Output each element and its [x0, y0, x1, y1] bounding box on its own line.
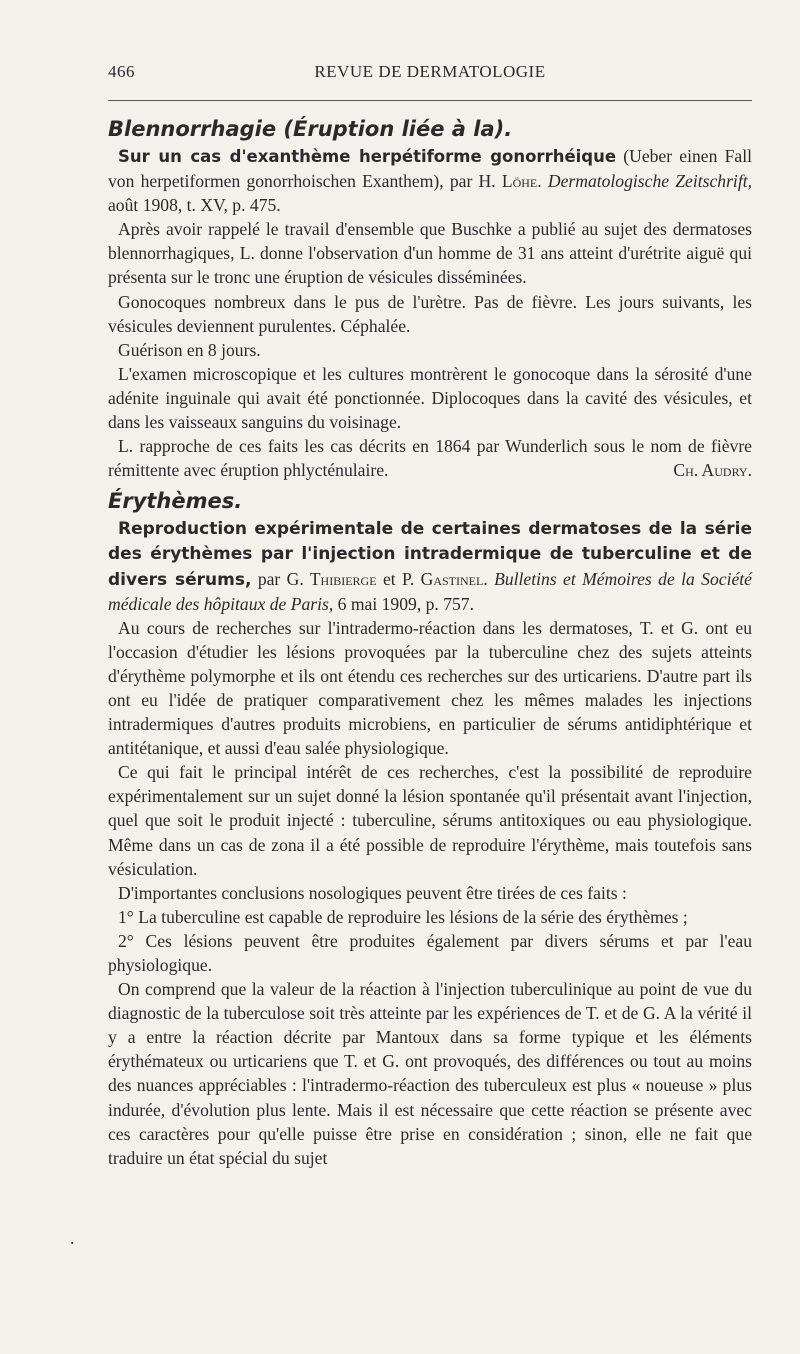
paragraph: 2° Ces lésions peuvent être produites également par divers sérums et par l'eau physiologique.	[108, 930, 752, 975]
paragraph-text: L. rapproche de ces faits les cas décrits en 1864 par Wunderlich sous le nom de fièvre rémittente avec éruption phlycténulaire.	[108, 436, 752, 481]
journal-title: REVUE DE DERMATOLOGIE	[314, 62, 546, 81]
paragraph: D'importantes conclusions nosologiques peuvent être tirées de ces faits :	[118, 882, 627, 903]
paragraph: On comprend que la valeur de la réaction à l'injection tuberculinique au point de vue du diagnostic de la tuberculose soit très atteinte par les expériences de T. et de G. A la vérité il y a entre la réaction décrite par Mantoux dans sa forme typique et les éléments érythémateux ou urticariens que T. et G. ont provoqués, des différences ou tout au moins des nuances appréciables : l'intradermo-réaction des tuberculeux est plus « noueuse » plus indurée, d'évolution plus lente. Mais il est nécessaire que cette réaction se présente avec ces caractères pour qu'elle puisse être prise en considération ; sinon, elle ne fait que traduire un état spécial du sujet	[108, 979, 752, 1168]
signature-audry: Ch. Audry.	[673, 460, 752, 481]
margin-mark: .	[70, 1228, 75, 1248]
author-lohe: H. Löhe.	[478, 171, 542, 192]
paragraph: Au cours de recherches sur l'intradermo-réaction dans les dermatoses, T. et G. ont eu l'occasion d'étudier les lésions provoquées par la tuberculine chez des sujets atteints d'érythème polymorphe et ils ont étendu ces recherches sur des urticariens. D'autre part ils ont eu l'idée de pratiquer comparativement chez les mêmes malades les injections intradermiques d'autres produits microbiens, en particulier de sérums antidiphtérique et antitétanique, et aussi d'eau salée physiologique.	[108, 617, 752, 759]
reference-et: et	[382, 568, 396, 589]
paragraph: 1° La tuberculine est capable de reproduire les lésions de la série des érythèmes ;	[118, 906, 688, 927]
article-title-1: Sur un cas d'exanthème herpétiforme gonorrhéique	[118, 147, 617, 166]
paragraph: Ce qui fait le principal intérêt de ces recherches, c'est la possibilité de reproduire expérimentalement sur un sujet donné la lésion spontanée qu'il présentait avant l'injection, quel que soit le produit injecté : tuberculine, sérums antitoxiques ou eau physiologique. Même dans un cas de zona il a été possible de reproduire l'érythème, mais toutefois sans vésiculation.	[108, 762, 752, 879]
reference-date-1: août 1908, t. XV, p. 475.	[108, 195, 281, 216]
article-reference-1	[108, 144, 752, 217]
running-head	[108, 62, 752, 86]
paragraph: Après avoir rappelé le travail d'ensemble que Buschke a publié au sujet des dermatoses blennorrhagiques, L. donne l'observation d'un homme de 31 ans atteint d'urétrite aiguë qui présenta sur le tronc une éruption de vésicules disséminées.	[108, 219, 752, 288]
page-content	[108, 114, 752, 1170]
reference-original-title: (Ueber einen Fall von herpetiformen gonorrhoischen Exanthem), par	[108, 146, 752, 192]
article-title-2: Reproduction expérimentale de certaines dermatoses de la série des érythèmes par l'injection intradermique de tuberculine et de divers sérums,	[108, 519, 752, 590]
paragraph: Guérison en 8 jours.	[118, 339, 261, 360]
paragraph: Gonocoques nombreux dans le pus de l'urètre. Pas de fièvre. Les jours suivants, les vésicules deviennent purulentes. Céphalée.	[108, 291, 752, 336]
reference-par: par	[257, 568, 281, 589]
section-heading-blennorrhagie: Blennorrhagie (Éruption liée à la).	[108, 117, 513, 141]
paragraph-with-signature	[108, 434, 752, 482]
page-number: 466	[108, 62, 135, 81]
header-rule	[108, 100, 752, 101]
reference-date-2: 6 mai 1909, p. 757.	[337, 593, 474, 614]
article-reference-2	[108, 516, 752, 615]
journal-name-2: Bulletins et Mémoires de la Société médicale des hôpitaux de Paris,	[108, 568, 752, 614]
journal-name-1: Dermatologische Zeitschrift,	[547, 171, 752, 192]
author-gastinel: P. Gastinel.	[402, 568, 488, 589]
section-heading-erythemes: Érythèmes.	[108, 489, 243, 514]
paragraph: L'examen microscopique et les cultures montrèrent le gonocoque dans la sérosité d'une adénite inguinale qui avait été ponctionnée. Diplocoques dans la cavité des vésicules, et dans les vaisseaux sanguins du voisinage.	[108, 363, 752, 433]
author-thibierge: G. Thibierge	[286, 568, 377, 589]
